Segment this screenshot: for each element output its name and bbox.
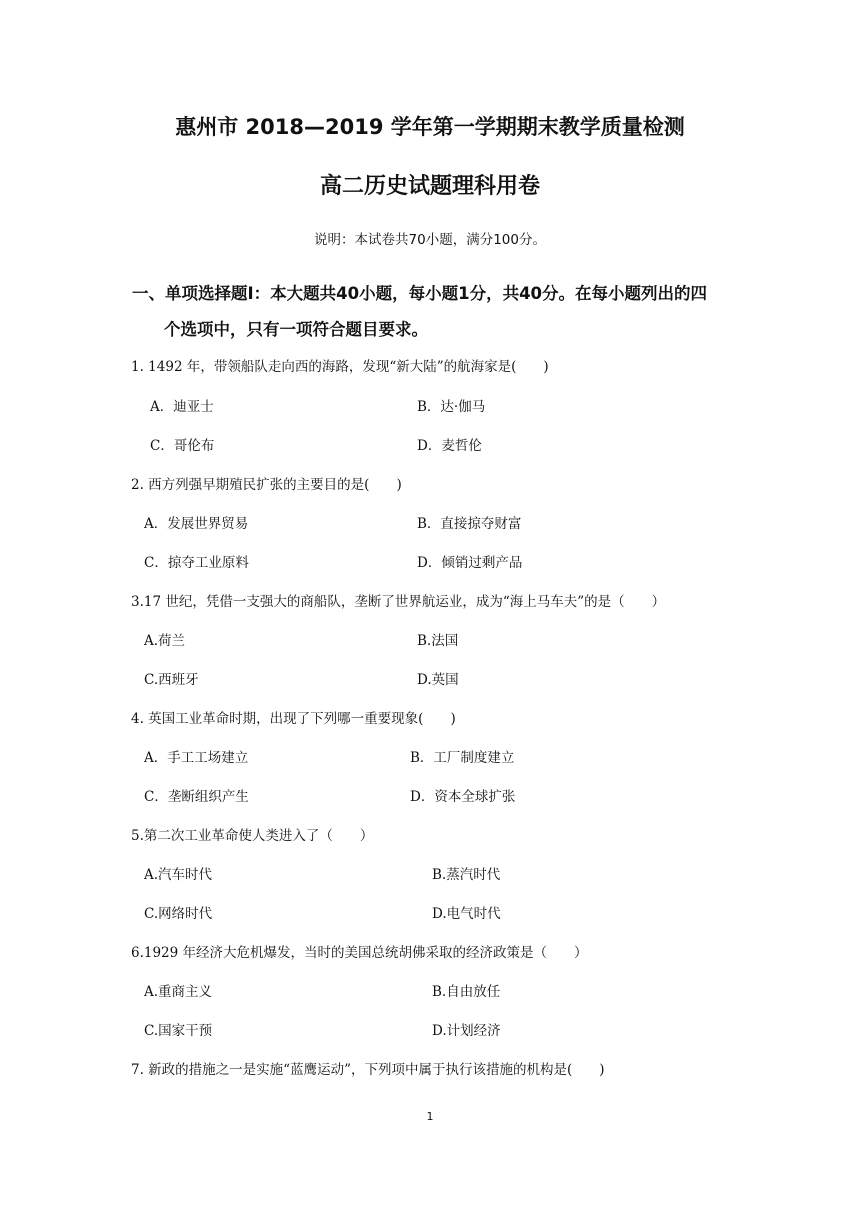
question-1-option-a: A．迪亚士 [150, 399, 214, 415]
question-3-stem: 3.17 世纪，凭借一支强大的商船队，垄断了世界航运业，成为“海上马车夫”的是（ ） [131, 594, 666, 610]
question-2-option-d: D．倾销过剩产品 [417, 555, 523, 571]
question-1-option-d: D．麦哲伦 [417, 438, 482, 454]
question-2-option-a: A．发展世界贸易 [144, 516, 249, 532]
exam-title: 惠州市 2018—2019 学年第一学期期末教学质量检测 [175, 115, 685, 139]
question-7-stem: 7. 新政的措施之一是实施“蓝鹰运动”，下列项中属于执行该措施的机构是( ) [131, 1062, 605, 1078]
question-4-option-d: D．资本全球扩张 [410, 789, 516, 805]
question-6-option-d: D.计划经济 [432, 1023, 501, 1039]
question-2-option-c: C．掠夺工业原料 [144, 555, 249, 571]
question-5-option-a: A.汽车时代 [144, 867, 213, 883]
question-5-option-d: D.电气时代 [432, 906, 501, 922]
question-4-stem: 4. 英国工业革命时期，出现了下列哪一重要现象( ) [131, 711, 456, 727]
question-4-option-c: C．垄断组织产生 [144, 789, 249, 805]
question-6-option-c: C.国家干预 [144, 1023, 213, 1039]
question-2-stem: 2. 西方列强早期殖民扩张的主要目的是( ) [131, 477, 402, 493]
question-3-option-c: C.西班牙 [144, 672, 199, 688]
question-5-stem: 5.第二次工业革命使人类进入了（ ） [131, 828, 374, 844]
question-6-option-b: B.自由放任 [432, 984, 501, 1000]
exam-note: 说明：本试卷共70小题，满分100分。 [314, 232, 546, 248]
question-5-option-c: C.网络时代 [144, 906, 213, 922]
question-5-option-b: B.蒸汽时代 [432, 867, 501, 883]
section-heading-line2: 个选项中，只有一项符合题目要求。 [164, 320, 428, 339]
question-6-stem: 6.1929 年经济大危机爆发，当时的美国总统胡佛采取的经济政策是（ ） [131, 945, 588, 961]
question-6-option-a: A.重商主义 [144, 984, 213, 1000]
question-1-stem: 1. 1492 年，带领船队走向西的海路，发现“新大陆”的航海家是( ) [131, 359, 549, 375]
question-3-option-b: B.法国 [417, 633, 459, 649]
question-4-option-b: B．工厂制度建立 [410, 750, 515, 766]
page-number: 1 [426, 1110, 434, 1123]
section-heading-line1: 一、单项选择题Ⅰ：本大题共40小题，每小题1分，共40分。在每小题列出的四 [132, 284, 708, 303]
question-1-option-b: B．达·伽马 [417, 399, 486, 415]
question-3-option-d: D.英国 [417, 672, 459, 688]
question-2-option-b: B．直接掠夺财富 [417, 516, 522, 532]
question-3-option-a: A.荷兰 [144, 633, 186, 649]
question-4-option-a: A．手工工场建立 [144, 750, 249, 766]
section-heading [132, 276, 772, 348]
exam-subtitle: 高二历史试题理科用卷 [319, 174, 540, 199]
question-1-option-c: C．哥伦布 [150, 438, 215, 454]
